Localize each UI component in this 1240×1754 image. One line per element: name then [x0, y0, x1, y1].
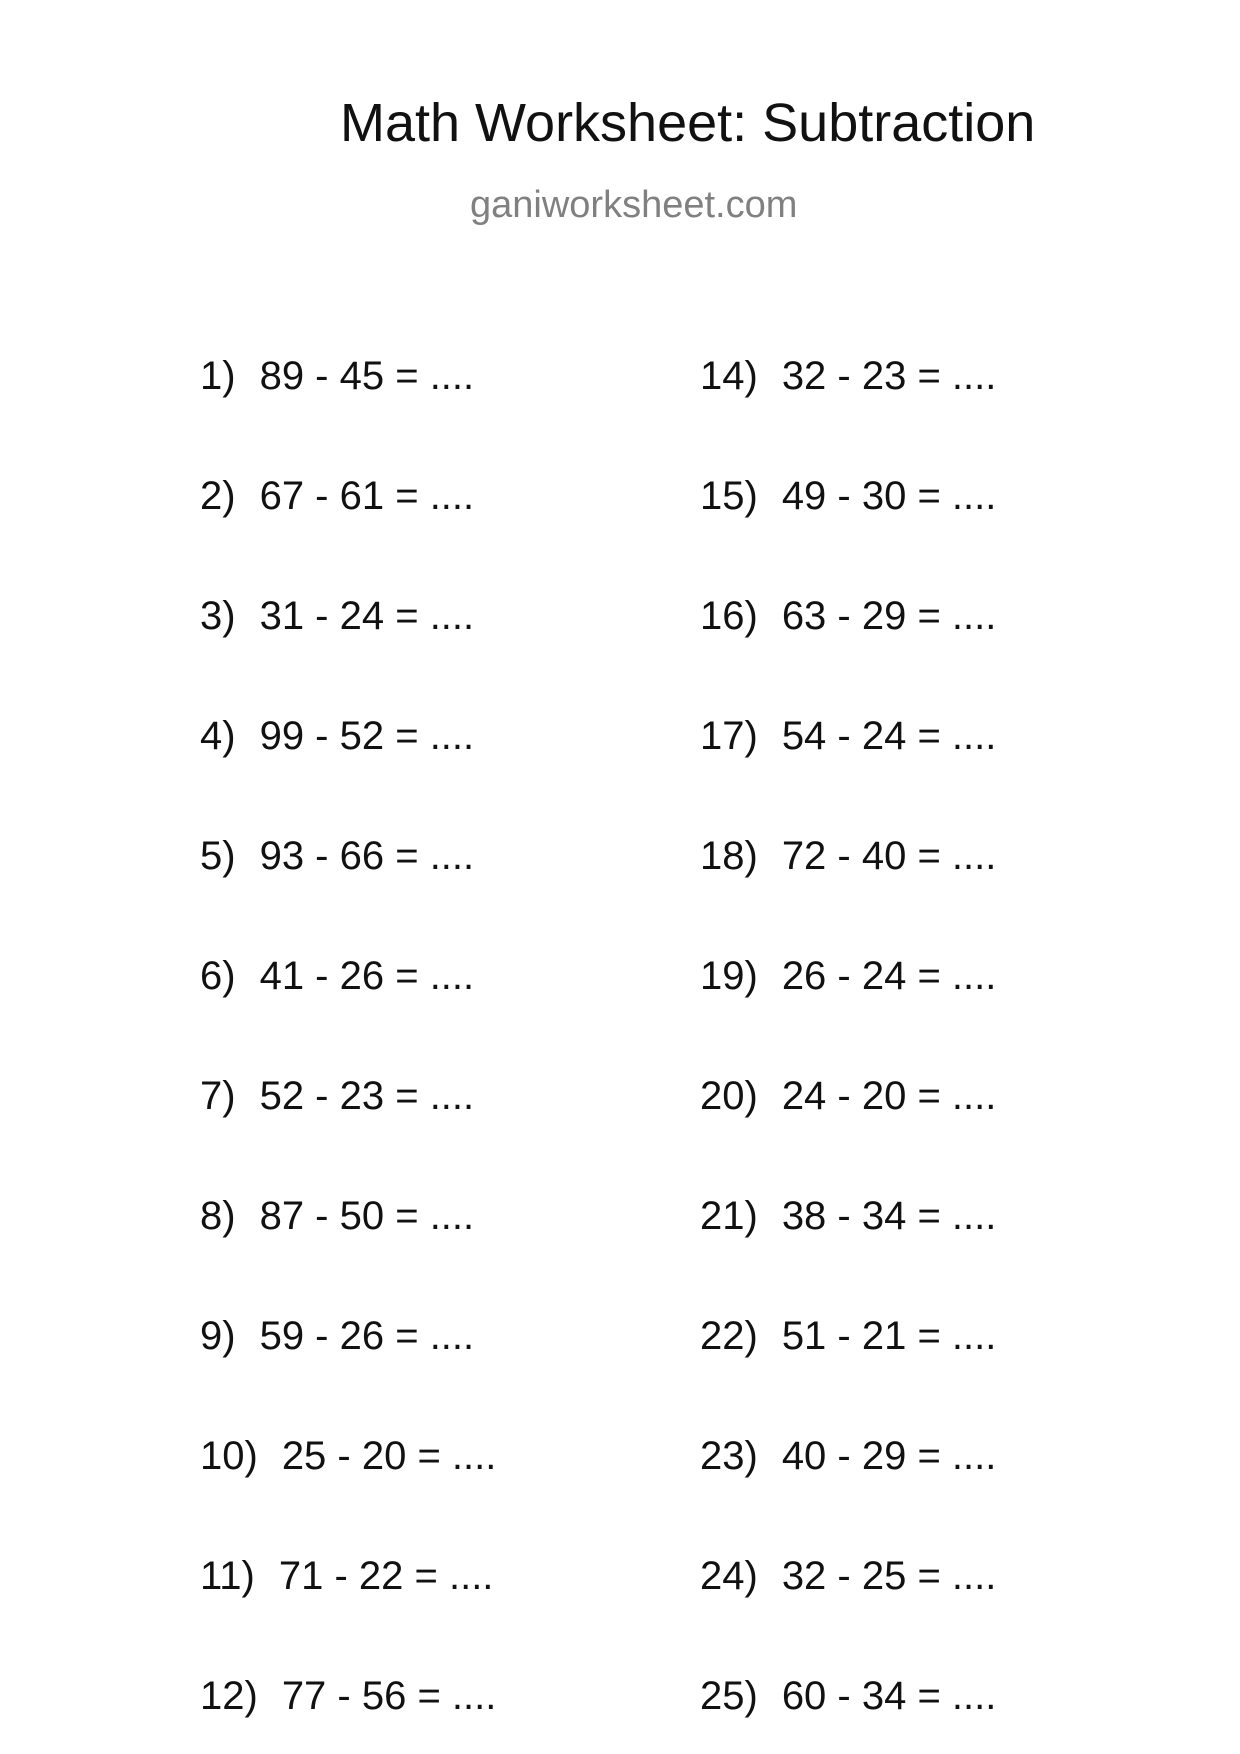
problem-expression: 59 - 26 = .... — [259, 1314, 475, 1358]
problem-expression: 25 - 20 = .... — [281, 1434, 497, 1478]
problem-item — [200, 1076, 474, 1116]
problem-expression: 63 - 29 = .... — [781, 594, 997, 638]
problem-item — [200, 1316, 474, 1356]
problem-item — [200, 716, 474, 756]
problem-number: 1) — [200, 354, 236, 398]
problem-number: 17) — [700, 714, 758, 758]
problem-expression: 26 - 24 = .... — [781, 954, 997, 998]
problem-number: 25) — [700, 1674, 758, 1718]
problem-number: 22) — [700, 1314, 758, 1358]
problem-number: 7) — [200, 1074, 236, 1118]
problem-expression: 89 - 45 = .... — [259, 354, 475, 398]
problem-expression: 24 - 20 = .... — [781, 1074, 997, 1118]
problem-expression: 71 - 22 = .... — [278, 1554, 494, 1598]
problem-number: 8) — [200, 1194, 236, 1238]
problem-expression: 31 - 24 = .... — [259, 594, 475, 638]
problem-item — [200, 956, 474, 996]
problem-expression: 32 - 23 = .... — [781, 354, 997, 398]
worksheet-title: Math Worksheet: Subtraction — [340, 93, 1036, 153]
problem-number: 16) — [700, 594, 758, 638]
problem-expression: 32 - 25 = .... — [781, 1554, 997, 1598]
problem-expression: 54 - 24 = .... — [781, 714, 997, 758]
problem-expression: 41 - 26 = .... — [259, 954, 475, 998]
problem-number: 15) — [700, 474, 758, 518]
problem-item — [200, 1196, 474, 1236]
problem-item — [200, 836, 474, 876]
problem-item — [700, 1556, 996, 1596]
problem-item — [200, 476, 474, 516]
problem-number: 3) — [200, 594, 236, 638]
problem-expression: 67 - 61 = .... — [259, 474, 475, 518]
problem-item — [200, 1676, 496, 1716]
problem-number: 19) — [700, 954, 758, 998]
problem-number: 24) — [700, 1554, 758, 1598]
problem-item — [200, 1556, 493, 1596]
problem-number: 23) — [700, 1434, 758, 1478]
problem-number: 21) — [700, 1194, 758, 1238]
problem-number: 18) — [700, 834, 758, 878]
website-label: ganiworksheet.com — [470, 184, 798, 226]
problem-number: 6) — [200, 954, 236, 998]
problem-item — [200, 596, 474, 636]
problem-expression: 93 - 66 = .... — [259, 834, 475, 878]
problem-expression: 87 - 50 = .... — [259, 1194, 475, 1238]
problem-number: 12) — [200, 1674, 258, 1718]
problem-expression: 52 - 23 = .... — [259, 1074, 475, 1118]
problem-number: 14) — [700, 354, 758, 398]
problem-expression: 40 - 29 = .... — [781, 1434, 997, 1478]
problem-item — [700, 1676, 996, 1716]
problem-item — [700, 356, 996, 396]
problem-expression: 72 - 40 = .... — [781, 834, 997, 878]
problem-item — [700, 956, 996, 996]
problem-number: 4) — [200, 714, 236, 758]
problem-number: 20) — [700, 1074, 758, 1118]
problem-number: 10) — [200, 1434, 258, 1478]
problem-item — [700, 596, 996, 636]
problem-item — [200, 1436, 496, 1476]
problem-item — [700, 476, 996, 516]
problem-expression: 77 - 56 = .... — [281, 1674, 497, 1718]
problem-expression: 99 - 52 = .... — [259, 714, 475, 758]
problem-number: 9) — [200, 1314, 236, 1358]
problem-number: 5) — [200, 834, 236, 878]
problem-expression: 60 - 34 = .... — [781, 1674, 997, 1718]
problem-expression: 49 - 30 = .... — [781, 474, 997, 518]
problem-expression: 51 - 21 = .... — [781, 1314, 997, 1358]
problem-expression: 38 - 34 = .... — [781, 1194, 997, 1238]
problem-item — [700, 836, 996, 876]
problem-item — [700, 1316, 996, 1356]
problem-item — [700, 1196, 996, 1236]
problem-number: 2) — [200, 474, 236, 518]
problem-item — [700, 716, 996, 756]
problem-item — [700, 1436, 996, 1476]
problem-item — [700, 1076, 996, 1116]
problem-item — [200, 356, 474, 396]
problem-number: 11) — [200, 1554, 255, 1598]
